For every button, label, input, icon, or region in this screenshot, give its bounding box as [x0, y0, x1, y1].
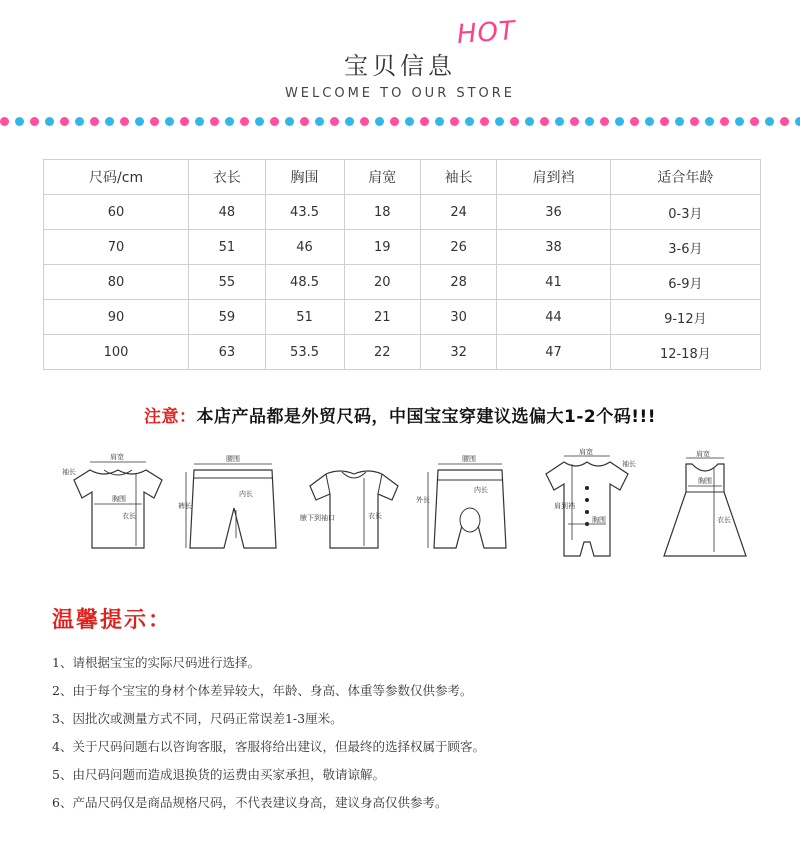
table-cell: 24 [420, 195, 496, 230]
divider-dot [225, 117, 234, 126]
divider-dot [615, 117, 624, 126]
divider-dot [210, 117, 219, 126]
diagram-label: 袖长 [622, 460, 636, 468]
raglan-tshirt-diagram-icon [296, 448, 406, 558]
table-cell: 44 [497, 300, 610, 335]
table-cell: 32 [420, 335, 496, 370]
divider-dot [630, 117, 639, 126]
divider-dot [150, 117, 159, 126]
divider-dot [495, 117, 504, 126]
list-item: 2、由于每个宝宝的身材个体差异较大，年龄、身高、体重等参数仅供参考。 [52, 683, 473, 698]
divider-dot [90, 117, 99, 126]
divider-dot [600, 117, 609, 126]
notice-label: 注意： [144, 407, 197, 427]
table-cell: 43.5 [265, 195, 344, 230]
table-cell: 36 [497, 195, 610, 230]
diagram-label: 腰围 [462, 455, 476, 463]
table-cell: 55 [189, 265, 265, 300]
table-cell: 90 [44, 300, 189, 335]
divider-dot [120, 117, 129, 126]
hot-badge: HOT [456, 15, 517, 51]
page-subtitle: WELCOME TO OUR STORE [284, 86, 516, 101]
table-cell: 53.5 [265, 335, 344, 370]
divider-dot [300, 117, 309, 126]
divider-dot [270, 117, 279, 126]
divider-dot [360, 117, 369, 126]
divider-dot [645, 117, 654, 126]
divider-dot [30, 117, 39, 126]
table-header-cell: 袖长 [420, 160, 496, 195]
divider-dot [195, 117, 204, 126]
notice [0, 402, 800, 427]
list-item: 3、因批次或测量方式不同，尺码正常误差1-3厘米。 [52, 711, 343, 726]
table-cell: 30 [420, 300, 496, 335]
diagram-label: 衣长 [717, 516, 731, 524]
table-cell: 70 [44, 230, 189, 265]
table-cell: 48 [189, 195, 265, 230]
divider-dot [0, 117, 9, 126]
notice-text: 本店产品都是外贸尺码，中国宝宝穿建议选偏大1-2个码!!! [196, 407, 656, 427]
tips-list [52, 652, 485, 820]
divider-dot [480, 117, 489, 126]
divider-dot [330, 117, 339, 126]
dress-diagram-icon [650, 448, 760, 563]
pants-diagram-icon [414, 448, 524, 558]
table-header-cell: 尺码/cm [44, 160, 189, 195]
table-row [44, 335, 761, 370]
divider-dot [315, 117, 324, 126]
divider-dot [390, 117, 399, 126]
table-row [44, 265, 761, 300]
table-cell: 80 [44, 265, 189, 300]
diagram-label: 内长 [239, 490, 253, 498]
divider-dot [660, 117, 669, 126]
list-item: 5、由尺码问题而造成退换货的运费由买家承担，敬请谅解。 [52, 767, 385, 782]
table-cell: 22 [344, 335, 420, 370]
table-row [44, 195, 761, 230]
diagram-label: 腰围 [226, 455, 240, 463]
size-table [43, 159, 761, 370]
divider-dot [285, 117, 294, 126]
romper-diagram-icon [532, 448, 642, 563]
table-cell: 20 [344, 265, 420, 300]
divider-dot [765, 117, 774, 126]
garment-diagrams [60, 448, 760, 573]
divider-dot [465, 117, 474, 126]
diagram-label: 腋下到袖口 [300, 514, 335, 522]
divider-dot [750, 117, 759, 126]
diagram-label: 胸围 [112, 495, 126, 503]
table-cell: 60 [44, 195, 189, 230]
divider-dot [405, 117, 414, 126]
table-cell: 47 [497, 335, 610, 370]
table-header-cell: 胸围 [265, 160, 344, 195]
divider-dot [675, 117, 684, 126]
divider-dot [345, 117, 354, 126]
divider-dot [735, 117, 744, 126]
list-item: 4、关于尺码问题右以咨询客服，客服将给出建议，但最终的选择权属于顾客。 [52, 739, 485, 754]
divider-dot [255, 117, 264, 126]
table-cell: 28 [420, 265, 496, 300]
diagram-label: 内长 [474, 486, 488, 494]
diagram-label: 胸围 [592, 516, 606, 524]
table-cell: 6-9月 [610, 265, 760, 300]
diagram-label: 肩宽 [579, 448, 593, 456]
table-row [44, 300, 761, 335]
table-header-row [44, 160, 761, 195]
table-cell: 46 [265, 230, 344, 265]
diagram-label: 肩宽 [696, 450, 710, 458]
table-cell: 3-6月 [610, 230, 760, 265]
table-cell: 41 [497, 265, 610, 300]
table-cell: 19 [344, 230, 420, 265]
divider-dot [135, 117, 144, 126]
divider-dot [240, 117, 249, 126]
diagram-label: 袖长 [62, 468, 76, 476]
divider-dot [15, 117, 24, 126]
shorts-diagram-icon [178, 448, 288, 558]
table-row [44, 230, 761, 265]
divider-dot [45, 117, 54, 126]
table-cell: 0-3月 [610, 195, 760, 230]
diagram-label: 外长 [416, 496, 430, 504]
table-cell: 100 [44, 335, 189, 370]
divider-dot [705, 117, 714, 126]
divider-dot [105, 117, 114, 126]
divider-dot [375, 117, 384, 126]
diagram-label: 衣长 [122, 512, 136, 520]
tshirt-diagram-icon [60, 448, 170, 558]
divider-dot [540, 117, 549, 126]
dotted-divider [0, 117, 800, 127]
divider-dot [510, 117, 519, 126]
table-cell: 59 [189, 300, 265, 335]
diagram-label: 肩到裆 [554, 502, 575, 510]
divider-dot [435, 117, 444, 126]
diagram-label: 肩宽 [110, 453, 124, 461]
tips-title: 温馨提示： [52, 607, 173, 633]
page-header [0, 0, 800, 110]
list-item: 6、产品尺码仅是商品规格尺码，不代表建议身高，建议身高仅供参考。 [52, 795, 448, 810]
table-cell: 51 [189, 230, 265, 265]
table-cell: 38 [497, 230, 610, 265]
divider-dot [690, 117, 699, 126]
table-header-cell: 肩宽 [344, 160, 420, 195]
divider-dot [75, 117, 84, 126]
diagram-label: 裤长 [178, 502, 192, 510]
diagram-label: 衣长 [368, 512, 382, 520]
table-cell: 12-18月 [610, 335, 760, 370]
divider-dot [585, 117, 594, 126]
table-header-cell: 肩到裆 [497, 160, 610, 195]
divider-dot [420, 117, 429, 126]
table-cell: 48.5 [265, 265, 344, 300]
divider-dot [795, 117, 800, 126]
table-cell: 26 [420, 230, 496, 265]
divider-dot [60, 117, 69, 126]
divider-dot [180, 117, 189, 126]
divider-dot [555, 117, 564, 126]
table-cell: 9-12月 [610, 300, 760, 335]
table-cell: 18 [344, 195, 420, 230]
list-item: 1、请根据宝宝的实际尺码进行选择。 [52, 655, 260, 670]
divider-dot [525, 117, 534, 126]
table-cell: 51 [265, 300, 344, 335]
divider-dot [780, 117, 789, 126]
page-title: 宝贝信息 [344, 52, 456, 80]
table-cell: 21 [344, 300, 420, 335]
divider-dot [450, 117, 459, 126]
divider-dot [165, 117, 174, 126]
diagram-label: 胸围 [698, 477, 712, 485]
table-cell: 63 [189, 335, 265, 370]
table-header-cell: 衣长 [189, 160, 265, 195]
table-header-cell: 适合年龄 [610, 160, 760, 195]
divider-dot [720, 117, 729, 126]
divider-dot [570, 117, 579, 126]
